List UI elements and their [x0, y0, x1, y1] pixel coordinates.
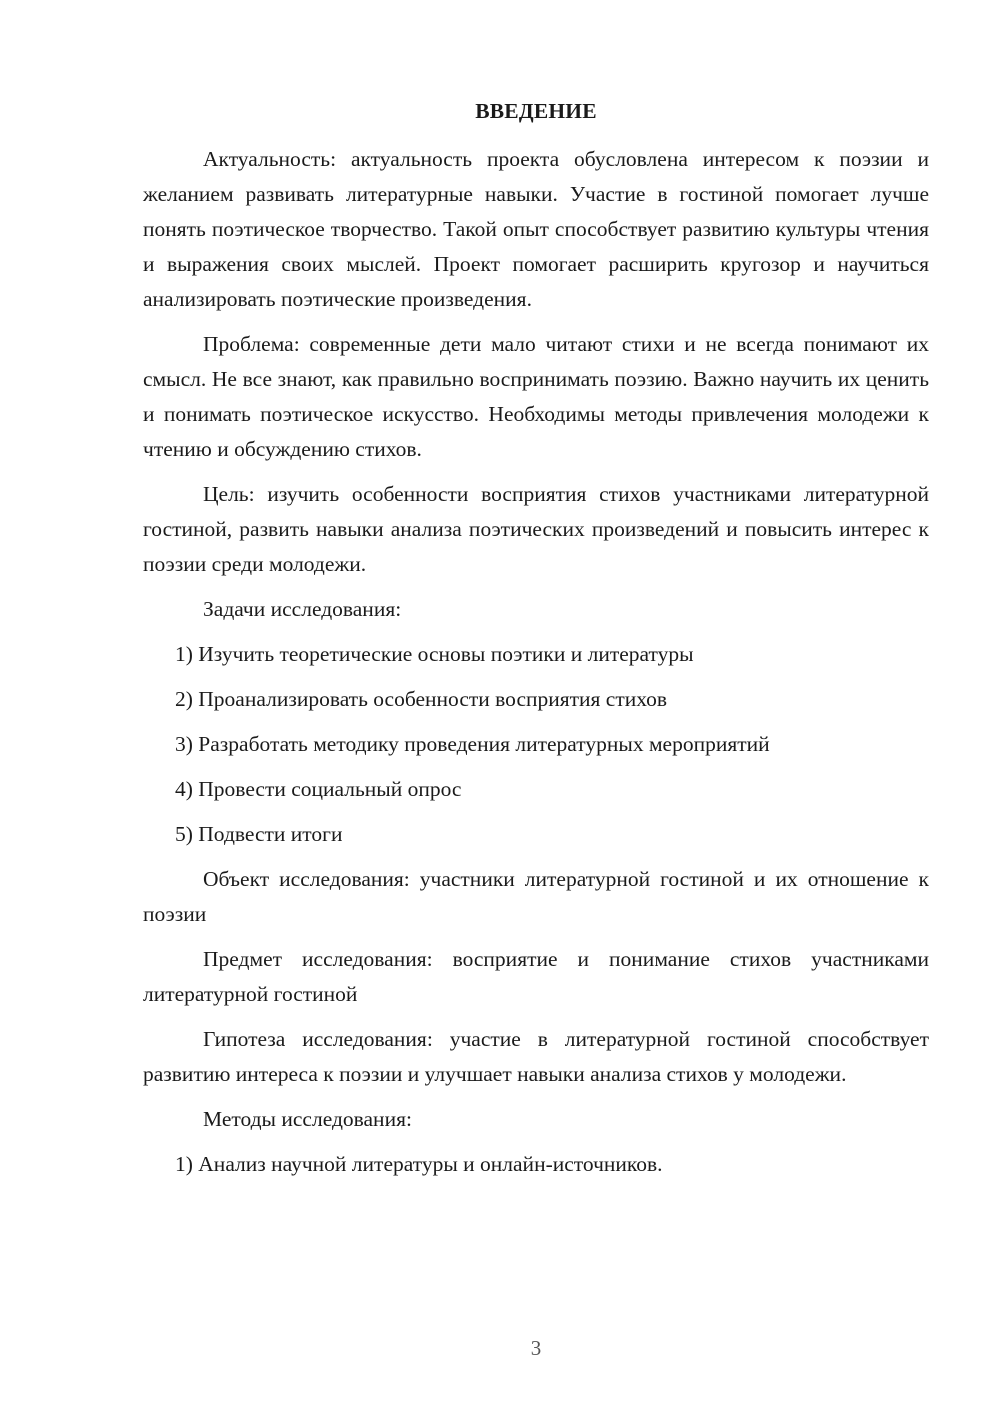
problem-paragraph: Проблема: современные дети мало читают стихи и не всегда понимают их смысл. Не все знают, как правильно воспринимать поэзию. Важно научить их ценить и понимать поэтическое искусство. Необходимы методы привлечения молодежи к чтению и обсуждению стихов.: [143, 332, 929, 461]
task-item: 3) Разработать методику проведения литературных мероприятий: [175, 732, 770, 756]
task-item: 5) Подвести итоги: [175, 822, 343, 846]
hypothesis-paragraph: Гипотеза исследования: участие в литературной гостиной способствует развитию интереса к поэзии и улучшает навыки анализа стихов у молодежи.: [143, 1027, 929, 1086]
subject-paragraph: Предмет исследования: восприятие и понимание стихов участниками литературной гостиной: [143, 947, 929, 1006]
tasks-label: Задачи исследования:: [203, 597, 402, 621]
task-item: 4) Провести социальный опрос: [175, 777, 462, 801]
goal-paragraph: Цель: изучить особенности восприятия стихов участниками литературной гостиной, развить навыки анализа поэтических произведений и повысить интерес к поэзии среди молодежи.: [143, 482, 929, 576]
method-item: 1) Анализ научной литературы и онлайн-источников.: [175, 1152, 663, 1176]
object-paragraph: Объект исследования: участники литературной гостиной и их отношение к поэзии: [143, 867, 929, 926]
methods-label: Методы исследования:: [203, 1107, 412, 1131]
task-item: 2) Проанализировать особенности восприятия стихов: [175, 687, 668, 711]
relevance-paragraph: Актуальность: актуальность проекта обусловлена интересом к поэзии и желанием развивать литературные навыки. Участие в гостиной помогает лучше понять поэтическое творчество. Такой опыт способствует развитию культуры чтения и выражения своих мыслей. Проект помогает расширить кругозор и научиться анализировать поэтические произведения.: [143, 147, 929, 311]
page-title: ВВЕДЕНИЕ: [475, 99, 597, 123]
task-item: 1) Изучить теоретические основы поэтики и литературы: [175, 642, 694, 666]
document-page: [143, 96, 929, 1192]
page-number: 3: [530, 1336, 542, 1360]
